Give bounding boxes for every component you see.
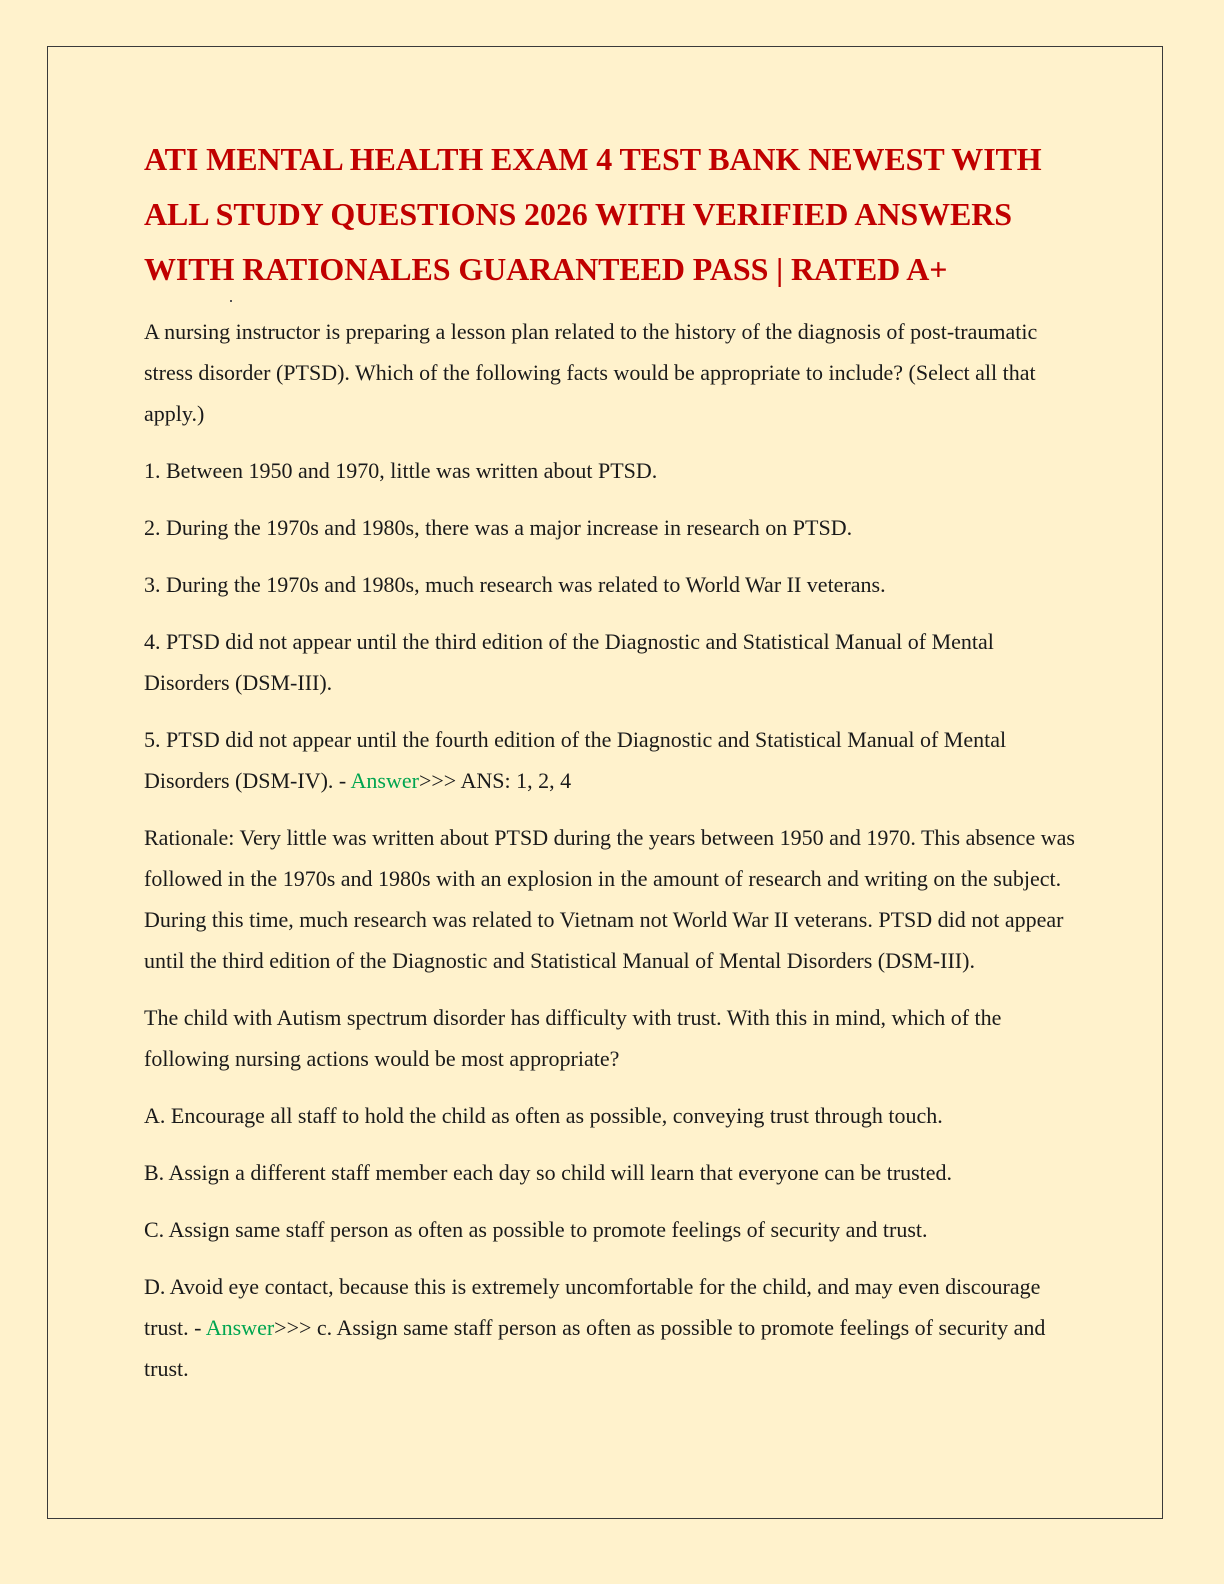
question-2-option-d: D. Avoid eye contact, because this is extremely uncomfortable for the child, and may even discourage trust. - <box>144 1274 1041 1340</box>
question-1-answer: >>> ANS: 1, 2, 4 <box>418 768 572 793</box>
answer-label: Answer <box>205 1315 275 1340</box>
question-1-option-5-with-answer <box>144 719 1084 801</box>
question-2-answer: >>> c. Assign same staff person as often as possible to promote feelings of security and trust. <box>144 1315 1046 1381</box>
question-1-option-2: 2. During the 1970s and 1980s, there was a major increase in research on PTSD. <box>144 515 853 540</box>
question-1-stem: A nursing instructor is preparing a lesson plan related to the history of the diagnosis of post-traumatic stress disorder (PTSD). Which of the following facts would be appropriate to include? (Select all that apply.) <box>144 319 1038 426</box>
question-1-rationale: Rationale: Very little was written about PTSD during the years between 1950 and 1970. This absence was followed in the 1970s and 1980s with an explosion in the amount of research and writing on the subject. During this time, much research was related to Vietnam not World War II veterans. PTSD did not appear until the third edition of the Diagnostic and Statistical Manual of Mental Disorders (DSM-III). <box>144 825 1075 973</box>
question-1-option-5: 5. PTSD did not appear until the fourth edition of the Diagnostic and Statistical Manual of Mental Disorders (DSM-IV). - <box>144 727 1007 793</box>
document-title: ATI MENTAL HEALTH EXAM 4 TEST BANK NEWEST WITH ALL STUDY QUESTIONS 2026 WITH VERIFIED ANSWERS WITH RATIONALES GUARANTEED PASS | RATED A+ <box>144 141 1042 287</box>
question-2-option-a: A. Encourage all staff to hold the child as often as possible, conveying trust through touch. <box>144 1103 943 1128</box>
question-2-option-b: B. Assign a different staff member each day so child will learn that everyone can be trusted. <box>144 1160 953 1185</box>
question-1-option-1: 1. Between 1950 and 1970, little was written about PTSD. <box>144 458 658 483</box>
question-1-option-3: 3. During the 1970s and 1980s, much research was related to World War II veterans. <box>144 572 886 597</box>
answer-label: Answer <box>350 768 419 793</box>
document-body <box>144 132 1084 1405</box>
question-1-option-4: 4. PTSD did not appear until the third edition of the Diagnostic and Statistical Manual of Mental Disorders (DSM-III). <box>144 629 994 695</box>
question-2-stem: The child with Autism spectrum disorder has difficulty with trust. With this in mind, which of the following nursing actions would be most appropriate? <box>144 1005 1002 1071</box>
question-2-option-c: C. Assign same staff person as often as possible to promote feelings of security and trust. <box>144 1217 928 1242</box>
question-2-option-d-with-answer <box>144 1266 1084 1389</box>
